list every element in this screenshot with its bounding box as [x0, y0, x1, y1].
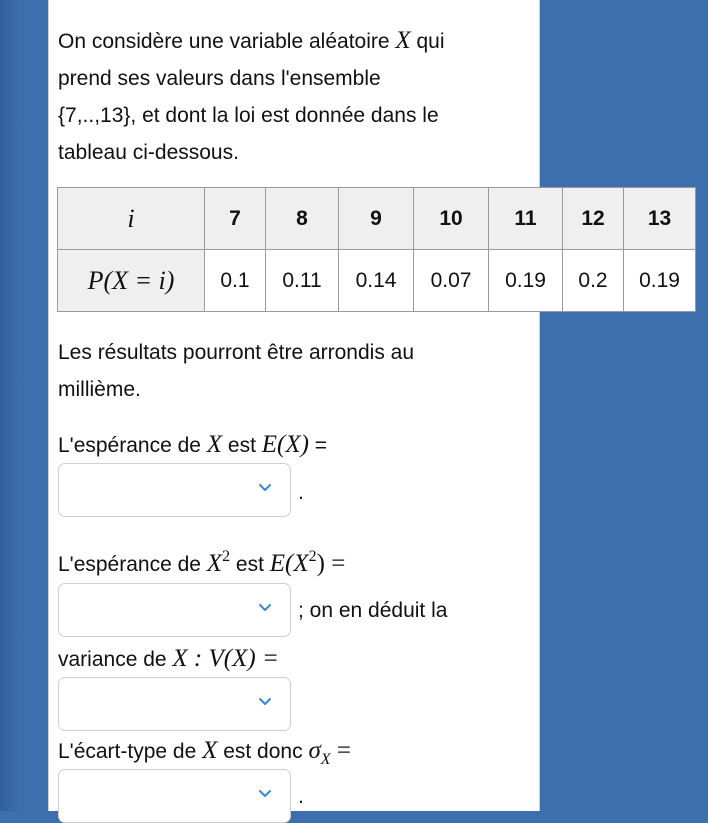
math-subscript: X — [320, 751, 331, 768]
chevron-down-icon — [258, 789, 272, 799]
table-cell: 0.1 — [205, 250, 266, 312]
math-var-x: X — [395, 27, 411, 54]
table-cell: 0.19 — [489, 250, 563, 312]
table-cell: 0.2 — [563, 250, 624, 312]
table-row — [58, 250, 696, 312]
question-text: L'espérance de — [58, 434, 207, 457]
expectation-dropdown[interactable] — [58, 463, 291, 517]
chevron-down-icon — [258, 603, 272, 613]
table-cell: 0.07 — [414, 250, 489, 312]
intro-text: tableau ci-dessous. — [58, 141, 239, 164]
math-sigma: σ — [308, 737, 321, 764]
question-text: est — [222, 434, 262, 457]
math-var-x: X — [206, 550, 223, 577]
table-header-row — [58, 188, 696, 250]
trailing-period: . — [298, 481, 304, 504]
table-header-label: i — [58, 188, 205, 250]
equals-sign: = — [330, 737, 351, 764]
note-text: millième. — [58, 378, 141, 401]
note-text: Les résultats pourront être arrondis au — [58, 341, 415, 364]
chevron-down-icon — [258, 483, 272, 493]
table-header-cell: 13 — [624, 188, 696, 250]
math-expr: E(X) — [261, 431, 309, 458]
question-std-dev — [58, 732, 351, 770]
table-header-cell: 12 — [563, 188, 624, 250]
probability-table — [57, 187, 696, 312]
table-header-cell: 7 — [205, 188, 266, 250]
table-cell: 0.11 — [266, 250, 339, 312]
std-dev-dropdown[interactable] — [58, 769, 291, 823]
question-text: L'écart-type de — [58, 740, 203, 763]
background-edge — [0, 0, 20, 811]
question-expectation — [58, 426, 327, 464]
table-header-cell: 8 — [266, 188, 339, 250]
expectation-square-dropdown[interactable] — [58, 583, 291, 637]
deduction-text: ; on en déduit la — [298, 599, 448, 622]
intro-paragraph — [58, 22, 445, 171]
equals-sign: = — [308, 434, 328, 457]
math-exponent: 2 — [308, 548, 317, 565]
math-expr: ) = — [316, 550, 346, 577]
math-exponent: 2 — [222, 548, 231, 565]
question-expectation-square — [58, 545, 345, 583]
rounding-note — [58, 334, 414, 408]
question-text: L'espérance de — [58, 553, 207, 576]
table-row-label: P(X = i) — [58, 250, 205, 312]
question-text: est — [230, 553, 270, 576]
question-variance — [58, 640, 279, 678]
table-header-cell: 10 — [414, 188, 489, 250]
chevron-down-icon — [258, 697, 272, 707]
table-cell: 0.19 — [624, 250, 696, 312]
trailing-period: . — [298, 785, 304, 808]
math-expr: E(X — [269, 550, 309, 577]
math-var-x: X — [202, 737, 218, 764]
table-header-cell: 11 — [489, 188, 563, 250]
intro-text: {7,..,13}, et dont la loi est donnée dans le — [58, 104, 439, 127]
table-cell: 0.14 — [339, 250, 414, 312]
intro-text: qui — [410, 30, 445, 53]
math-expr: X : V(X) = — [172, 645, 279, 672]
question-text: est donc — [217, 740, 309, 763]
intro-text: prend ses valeurs dans l'ensemble — [58, 67, 381, 90]
table-header-cell: 9 — [339, 188, 414, 250]
variance-dropdown[interactable] — [58, 677, 291, 731]
intro-text: On considère une variable aléatoire — [58, 30, 396, 53]
question-text: variance de — [58, 648, 173, 671]
math-var-x: X — [206, 431, 223, 458]
